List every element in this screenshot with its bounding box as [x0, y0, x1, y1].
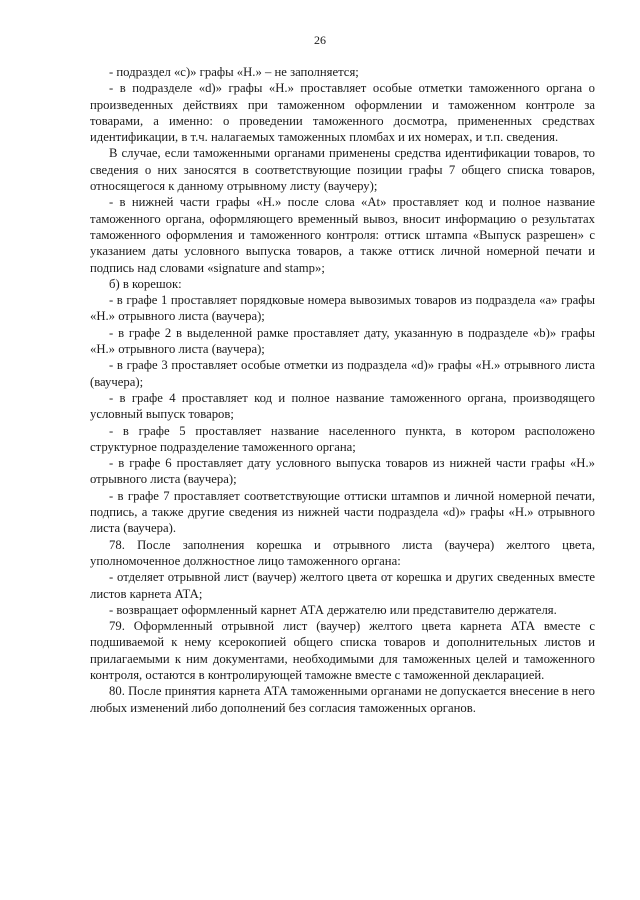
paragraph: - в графе 4 проставляет код и полное название таможенного органа, производящего условный выпуск товаров;	[90, 390, 595, 422]
paragraph: - возвращает оформленный карнет АТА держателю или представителю держателя.	[109, 602, 557, 617]
paragraph: - в графе 3 проставляет особые отметки из подраздела «d)» графы «Н.» отрывного листа (ваучера);	[90, 358, 595, 389]
paragraph: 78. После заполнения корешка и отрывного листа (ваучера) желтого цвета, уполномоченное должностное лицо таможенного органа:	[90, 537, 595, 568]
paragraph: - в нижней части графы «Н.» после слова «At» проставляет код и полное название таможенного органа, оформляющего временный вывоз, вносит информацию о результатах таможенного оформления и таможенного контроля: оттиск штампа «Выпуск разрешен» с указанием даты условного выпуска товаров, а также оттиск личной номерной печати и подпись над словами «signature and stamp»;	[90, 195, 595, 275]
page-number: 26	[314, 33, 326, 47]
paragraph: - в подразделе «d)» графы «Н.» проставляет особые отметки таможенного органа о произведенных действиях при таможенном оформлении и таможенном контроле за товарами, а именно: о проведении таможенного досмотра, примененных средствах идентификации, в т.ч. налагаемых таможенных пломбах и их номерах, и т.п. сведения.	[90, 81, 595, 145]
paragraph: 80. После принятия карнета АТА таможенными органами не допускается внесение в него любых изменений либо дополнений без согласия таможенных органов.	[90, 684, 595, 715]
paragraph: - в графе 5 проставляет название населенного пункта, в котором расположено структурное подразделение таможенного органа;	[90, 423, 595, 454]
paragraph: - в графе 7 проставляет соответствующие оттиски штампов и личной номерной печати, подпись, а также другие сведения из нижней части подраздела «d)» графы «Н.» отрывного листа (ваучера).	[90, 488, 595, 536]
paragraph: В случае, если таможенными органами применены средства идентификации товаров, то сведения о них заносятся в соответствующие позиции графы 7 общего списка товаров, относящегося к данному отрывному листу (ваучеру);	[90, 146, 595, 194]
paragraph: - подраздел «с)» графы «Н.» – не заполняется;	[109, 65, 359, 79]
paragraph: - в графе 6 проставляет дату условного выпуска товаров из нижней части графы «Н.» отрывного листа (ваучера);	[90, 456, 595, 487]
paragraph: - в графе 2 в выделенной рамке проставляет дату, указанную в подразделе «b)» графы «Н.» отрывного листа (ваучера);	[90, 325, 595, 357]
paragraph: - в графе 1 проставляет порядковые номера вывозимых товаров из подраздела «а» графы «Н.» отрывного листа (ваучера);	[90, 293, 595, 324]
paragraph: - отделяет отрывной лист (ваучер) желтого цвета от корешка и других сведенных вместе листов карнета АТА;	[90, 570, 595, 601]
paragraph: 79. Оформленный отрывной лист (ваучер) желтого цвета карнета АТА вместе с подшиваемой к нему ксерокопией общего списка товаров и дополнительных листов и прилагаемыми к ним документами, необходимыми для таможенных целей и таможенного контроля, остаются в контролирующей таможне вместе с таможенной декларацией.	[90, 619, 595, 682]
paragraph: б) в корешок:	[109, 276, 182, 291]
document-body	[90, 64, 595, 716]
